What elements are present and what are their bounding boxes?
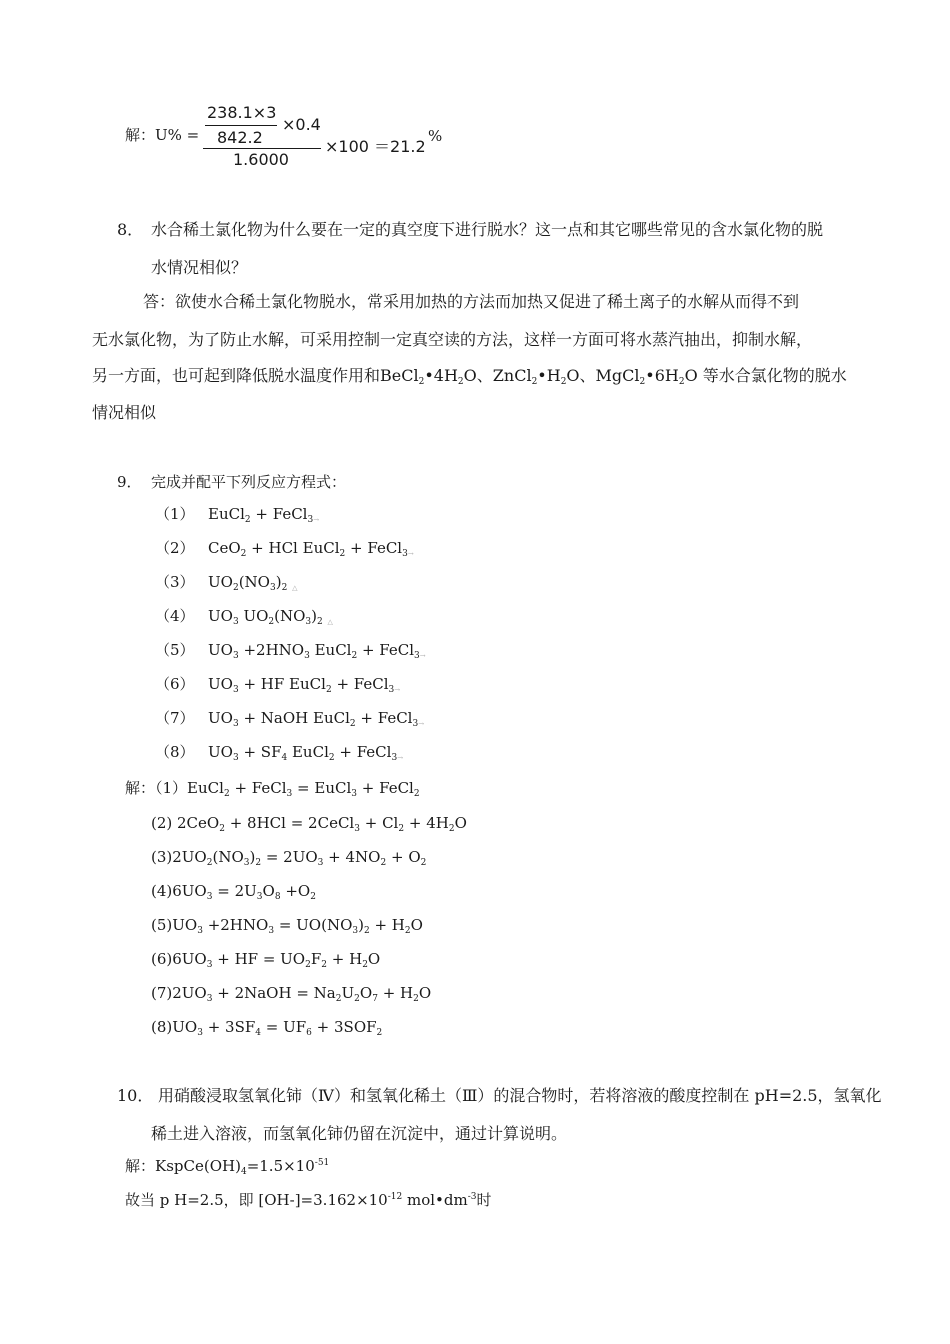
q9-number: 9． xyxy=(117,473,142,491)
q9-solution-2: (2) 2CeO$_2$ + 8HCl = 2CeCl$_3$ + $Cl_2 + 4H_2O$ xyxy=(151,814,467,834)
q9-item-label-2: （2） xyxy=(155,539,195,557)
q9-item-6: $UO_3$ + HF EuCl$_2$ + FeCl$_{3\to}$ xyxy=(208,675,401,695)
q8-line-1: 水合稀土氯化物为什么要在一定的真空度下进行脱水？这一点和其它哪些常见的含水氯化物的脱 xyxy=(151,220,824,239)
q9-item-label-6: （6） xyxy=(155,675,195,693)
q9-solution-4: $(4)6UO_3 = 2U_3O_8 +O_2$ xyxy=(151,882,316,902)
q9-solution-6: $(6)6UO_3$ + HF = $UO_2F_2 + H_2O$ xyxy=(151,950,381,970)
q9-solution-5: $(5)UO_3 +2HNO_3 = UO(NO_3)_2 + H_2O$ xyxy=(151,916,423,936)
q8-answer-2: 无水氯化物，为了防止水解，可采用控制一定真空读的方法，这样一方面可将水蒸汽抽出，抑制水解， xyxy=(92,330,813,349)
formula-label: 解：U% = xyxy=(125,126,200,144)
q9-item-4: $UO_3$ $UO_2(NO_3)_2$ $_\triangle$ xyxy=(208,607,333,627)
q9-solution-1: 解：（1）EuCl$_2$ + FeCl$_3$ = EuCl$_3$ + FeCl$_2$ xyxy=(125,779,420,799)
formula-denominator-1: 842.2 xyxy=(217,128,263,147)
q9-item-1: EuCl$_2$ + FeCl$_{3\to}$ xyxy=(208,505,320,525)
q8-number: 8． xyxy=(117,220,144,239)
q9-solution-7: $(7)2UO_3$ + 2NaOH = $Na_2U_2O_7 + H_2O$ xyxy=(151,984,432,1004)
fraction-line-outer xyxy=(203,148,321,149)
formula-percent: % xyxy=(428,127,443,145)
formula-denominator-2: 1.6000 xyxy=(233,150,289,169)
q10-solution-2: 故当 p H=2.5，即 $[OH-]=3.162\times 10^{-12}$ $mol•dm^{-3}$时 xyxy=(125,1191,492,1209)
formula-times-04: ×0.4 xyxy=(282,115,321,134)
formula-times-100: ×100 ＝21.2 xyxy=(325,137,426,156)
q9-item-7: $UO_3$ + NaOH EuCl$_2$ + FeCl$_{3\to}$ xyxy=(208,709,425,729)
q8-answer-1: 答：欲使水合稀土氯化物脱水，常采用加热的方法而加热又促进了稀土离子的水解从而得不到 xyxy=(143,292,800,311)
q9-item-label-7: （7） xyxy=(155,709,195,727)
q10-solution-1: 解：$KspCe(OH)_4=1.5\times 10^{-51}$ xyxy=(125,1157,330,1177)
q10-line-1: 用硝酸浸取氢氧化铈（Ⅳ）和氢氧化稀土（Ⅲ）的混合物时，若将溶液的酸度控制在 pH=2.5，氢氧化 xyxy=(158,1086,882,1105)
q9-item-2: CeO$_2$ + HCl EuCl$_2$ + FeCl$_{3\to}$ xyxy=(208,539,414,559)
q8-line-2: 水情况相似？ xyxy=(151,258,248,277)
q9-solution-8: $(8)UO_3 + 3SF_4 = UF_6 + 3SOF_2$ xyxy=(151,1018,383,1038)
q9-solution-3: $(3)2UO_2(NO_3)_2 = 2UO_3 + 4NO_2 + O_2$ xyxy=(151,848,427,868)
q9-item-label-1: （1） xyxy=(155,505,195,523)
q9-item-label-8: （8） xyxy=(155,743,195,761)
q9-item-3: $UO_2(NO_3)_2$ $_\triangle$ xyxy=(208,573,298,593)
formula-numerator-1: 238.1×3 xyxy=(207,103,277,122)
q9-item-label-5: （5） xyxy=(155,641,195,659)
q10-line-2: 稀土进入溶液，而氢氧化铈仍留在沉淀中，通过计算说明。 xyxy=(151,1124,568,1143)
fraction-line-inner xyxy=(205,125,277,126)
q9-title: 完成并配平下列反应方程式： xyxy=(151,473,347,491)
q8-answer-3: 另一方面，也可起到降低脱水温度作用和$BeCl_2•4H_2O$、$ZnCl_2•H_2O$、$MgCl_2•6H_2O$ 等水合氯化物的脱水 xyxy=(92,366,847,387)
q9-item-8: $UO_3 + SF_4$ EuCl$_2$ + FeCl$_{3\to}$ xyxy=(208,743,404,763)
q9-item-5: $UO_3 +2HNO_3$ EuCl$_2$ + FeCl$_{3\to}$ xyxy=(208,641,426,661)
q8-answer-4: 情况相似 xyxy=(92,403,157,422)
q9-item-label-4: （4） xyxy=(155,607,195,625)
q9-item-label-3: （3） xyxy=(155,573,195,591)
q10-number: 10． xyxy=(117,1086,154,1105)
